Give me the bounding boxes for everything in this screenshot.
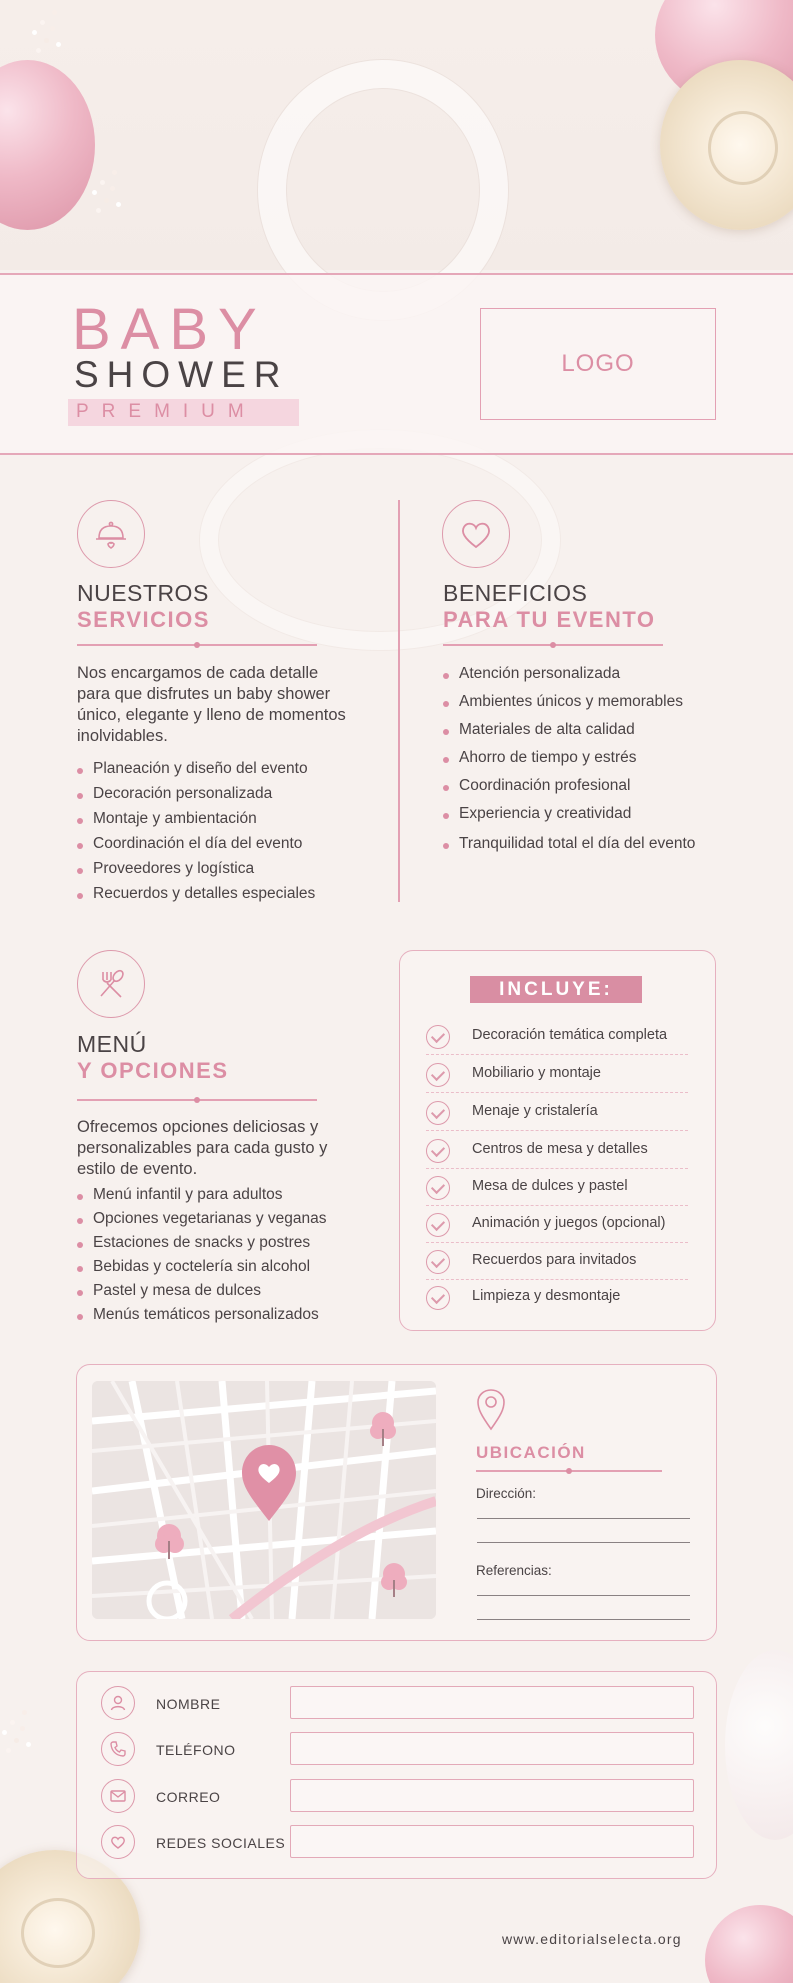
phone-icon: [101, 1732, 135, 1766]
mail-icon: [101, 1779, 135, 1813]
header-top-line: [0, 273, 793, 275]
menu-heading-bottom: Y OPCIONES: [77, 1058, 229, 1083]
confetti-balloon: [725, 1650, 793, 1840]
check-icon: [426, 1139, 450, 1163]
menu-heading-top: MENÚ: [77, 1031, 147, 1057]
incluye-item: [426, 1056, 688, 1093]
referencias-label: Referencias:: [476, 1563, 552, 1578]
fork-spoon-icon: [77, 950, 145, 1018]
list-item: Bebidas y coctelería sin alcohol: [77, 1258, 367, 1282]
check-icon: [426, 1025, 450, 1049]
balloon-bottom-right: [705, 1905, 793, 1983]
incluye-item: [426, 1169, 688, 1206]
list-item: Experiencia y creatividad: [443, 805, 753, 835]
incluye-item-text: Mobiliario y montaje: [472, 1065, 601, 1081]
menu-heading-rule: [77, 1099, 317, 1101]
menu-intro: Ofrecemos opciones deliciosas y personalizables para cada gusto y estilo de evento.: [77, 1118, 328, 1178]
title-premium: PREMIUM: [76, 401, 257, 422]
header-bottom-line: [0, 453, 793, 455]
title-baby: BABY: [72, 297, 267, 362]
check-icon: [426, 1286, 450, 1310]
telefono-label: TELÉFONO: [156, 1742, 236, 1758]
incluye-title: INCLUYE:: [470, 976, 642, 1003]
logo-placeholder-text: LOGO: [561, 350, 635, 377]
incluye-item-text: Animación y juegos (opcional): [472, 1215, 666, 1231]
ubicacion-title: UBICACIÓN: [476, 1443, 586, 1462]
referencias-line[interactable]: [477, 1619, 690, 1620]
referencias-line[interactable]: [477, 1595, 690, 1596]
list-item: Tranquilidad total el día del evento: [443, 835, 753, 863]
beneficios-list: [443, 665, 753, 863]
incluye-item: [426, 1132, 688, 1169]
list-item: Materiales de alta calidad: [443, 721, 753, 749]
list-item: Coordinación el día del evento: [77, 835, 367, 860]
list-item: Pastel y mesa de dulces: [77, 1282, 367, 1306]
heart-icon: [442, 500, 510, 568]
list-item: Opciones vegetarianas y veganas: [77, 1210, 367, 1234]
ubicacion-heading-rule: [476, 1470, 662, 1472]
incluye-item-text: Menaje y cristalería: [472, 1103, 598, 1119]
beneficios-heading-top: BENEFICIOS: [443, 580, 588, 606]
cloche-icon: [77, 500, 145, 568]
map-image[interactable]: [92, 1381, 436, 1619]
nombre-label: NOMBRE: [156, 1696, 221, 1712]
beneficios-heading-bottom: PARA TU EVENTO: [443, 607, 656, 632]
incluye-item-text: Recuerdos para invitados: [472, 1252, 637, 1268]
incluye-item-text: Mesa de dulces y pastel: [472, 1178, 628, 1194]
servicios-list: [77, 760, 367, 910]
servicios-heading-bottom: SERVICIOS: [77, 607, 210, 632]
list-item: Menú infantil y para adultos: [77, 1186, 367, 1210]
user-icon: [101, 1686, 135, 1720]
direccion-line[interactable]: [477, 1542, 690, 1543]
check-icon: [426, 1063, 450, 1087]
incluye-item: [426, 1243, 688, 1280]
incluye-item-text: Centros de mesa y detalles: [472, 1141, 648, 1157]
baby-breath-flowers: [10, 1720, 15, 1725]
incluye-item: [426, 1018, 688, 1055]
list-item: Planeación y diseño del evento: [77, 760, 367, 785]
incluye-item: [426, 1094, 688, 1131]
beneficios-heading-rule: [443, 644, 663, 646]
list-item: Menús temáticos personalizados: [77, 1306, 367, 1330]
location-pin-icon: [475, 1387, 507, 1433]
baby-breath-flowers: [100, 180, 105, 185]
list-item: Estaciones de snacks y postres: [77, 1234, 367, 1258]
servicios-heading-top: NUESTROS: [77, 580, 209, 606]
list-item: Proveedores y logística: [77, 860, 367, 885]
correo-input[interactable]: [290, 1779, 694, 1812]
telefono-input[interactable]: [290, 1732, 694, 1765]
list-item: Ambientes únicos y memorables: [443, 693, 753, 721]
list-item: Ahorro de tiempo y estrés: [443, 749, 753, 777]
check-icon: [426, 1250, 450, 1274]
check-icon: [426, 1213, 450, 1237]
heart-icon: [101, 1825, 135, 1859]
direccion-label: Dirección:: [476, 1486, 537, 1501]
nombre-input[interactable]: [290, 1686, 694, 1719]
servicios-heading-rule: [77, 644, 317, 646]
direccion-line[interactable]: [477, 1518, 690, 1519]
servicios-intro: Nos encargamos de cada detalle para que disfrutes un baby shower único, elegante y lleno de momentos inolvidables.: [77, 664, 346, 745]
baby-breath-flowers: [40, 20, 45, 25]
incluye-item: [426, 1279, 688, 1316]
column-divider: [398, 500, 400, 902]
incluye-item-text: Limpieza y desmontaje: [472, 1288, 621, 1304]
incluye-item-text: Decoración temática completa: [472, 1027, 668, 1043]
footer-website[interactable]: www.editorialselecta.org: [502, 1931, 682, 1947]
list-item: Atención personalizada: [443, 665, 753, 693]
redes-sociales-label: REDES SOCIALES: [156, 1835, 286, 1851]
check-icon: [426, 1176, 450, 1200]
check-icon: [426, 1101, 450, 1125]
list-item: Coordinación profesional: [443, 777, 753, 805]
incluye-item: [426, 1206, 688, 1243]
list-item: Recuerdos y detalles especiales: [77, 885, 367, 910]
title-shower: SHOWER: [74, 354, 289, 395]
logo-placeholder-box[interactable]: [480, 308, 716, 420]
list-item: Decoración personalizada: [77, 785, 367, 810]
menu-list: [77, 1186, 367, 1330]
map-streets: [92, 1381, 436, 1619]
redes-sociales-input[interactable]: [290, 1825, 694, 1858]
list-item: Montaje y ambientación: [77, 810, 367, 835]
correo-label: CORREO: [156, 1789, 221, 1805]
